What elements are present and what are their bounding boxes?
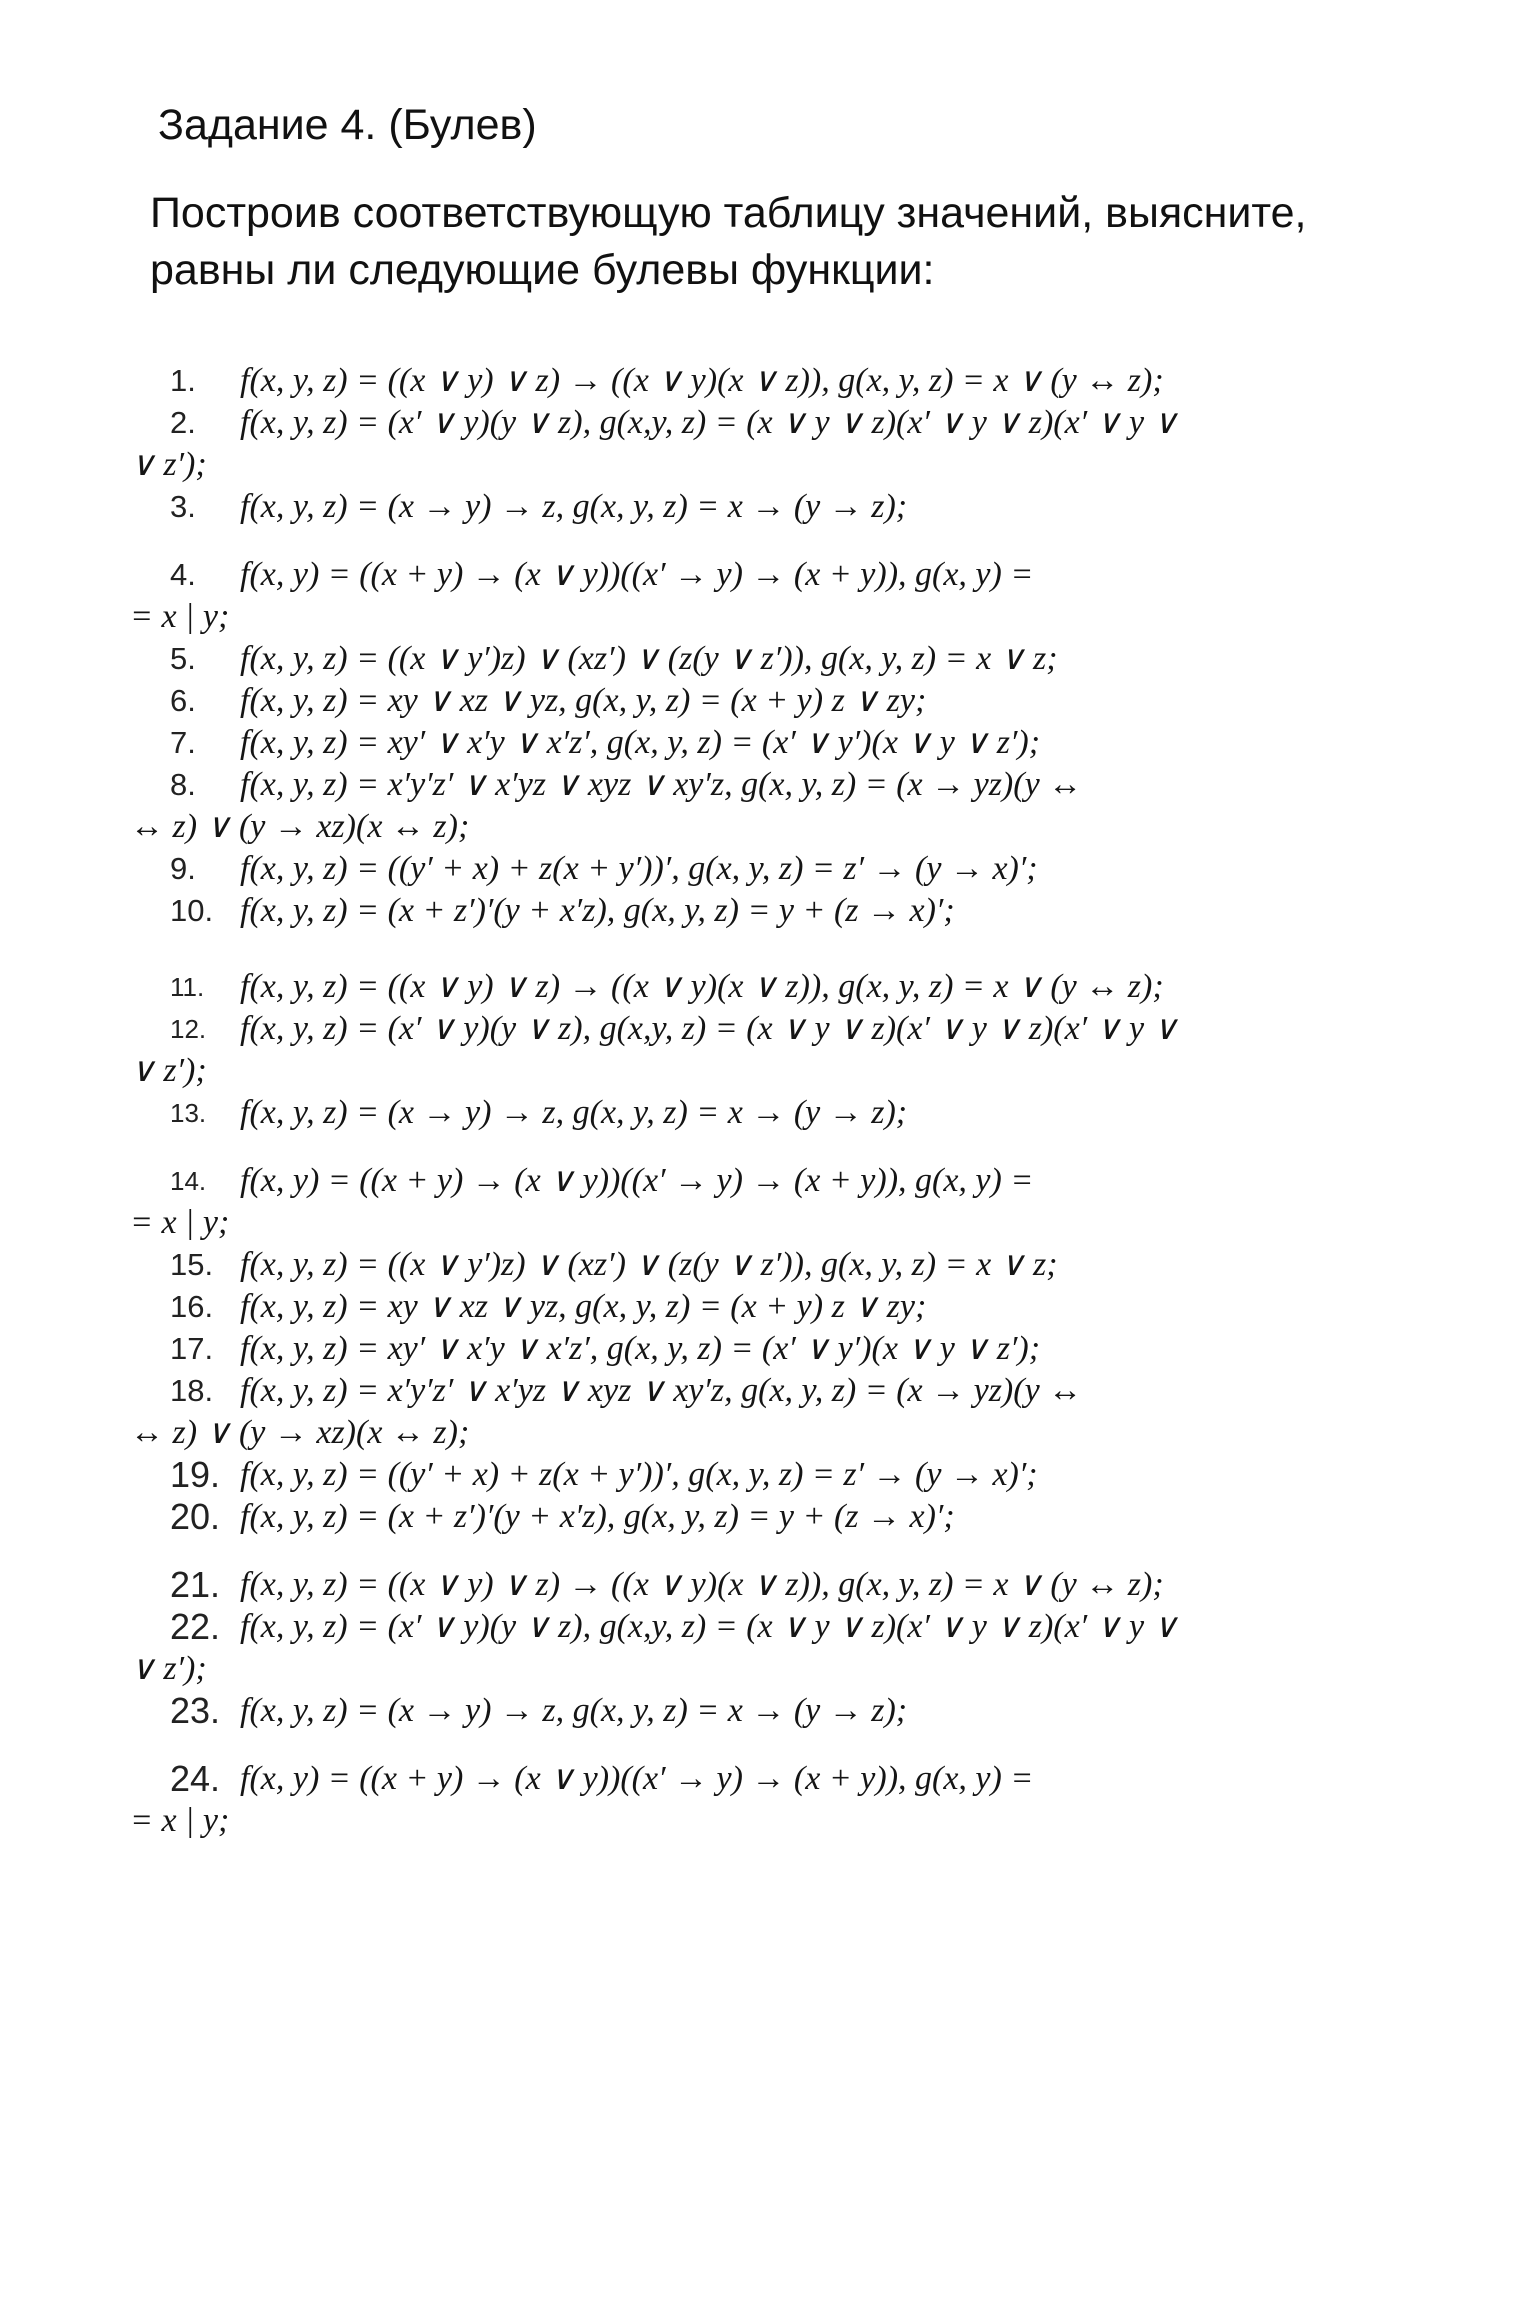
item-formula: f(x, y, z) = ((y′ + x) + z(x + y′))′, g(x, y, z) = z′ → (y → x)′; [240,850,1038,887]
item-formula: f(x, y, z) = (x′ ∨ y)(y ∨ z), g(x,y, z) = (x ∨ y ∨ z)(x′ ∨ y ∨ z)(x′ ∨ y ∨ [240,1010,1178,1047]
list-item [130,1690,1400,1732]
item-formula: f(x, y, z) = ((x ∨ y) ∨ z) → ((x ∨ y)(x ∨ z)), g(x, y, z) = x ∨ (y ↔ z); [240,1566,1164,1603]
item-number: 8. [170,767,196,802]
item-number: 2. [170,405,196,440]
list-item [130,1606,1400,1690]
list-item [130,1454,1400,1496]
item-formula-continuation: = x | y; [130,1802,230,1839]
item-number: 3. [170,489,196,524]
list-item [130,1370,1400,1454]
list-item [130,1496,1400,1538]
item-formula-continuation: = x | y; [130,1204,230,1241]
list-item [130,1008,1400,1092]
task-description-line: Построив соответствующую таблицу значений, выясните, [150,189,1307,237]
task-description-line: равны ли следующие булевы функции: [150,246,935,294]
item-formula: f(x, y, z) = (x → y) → z, g(x, y, z) = x → (y → z); [240,488,908,525]
item-formula: f(x, y, z) = ((x ∨ y) ∨ z) → ((x ∨ y)(x ∨ z)), g(x, y, z) = x ∨ (y ↔ z); [240,968,1164,1005]
item-formula: f(x, y) = ((x + y) → (x ∨ y))((x′ → y) → (x + y)), g(x, y) = [240,1760,1034,1797]
item-formula: f(x, y, z) = ((x ∨ y′)z) ∨ (xz′) ∨ (z(y ∨ z′)), g(x, y, z) = x ∨ z; [240,1246,1058,1283]
item-formula: f(x, y, z) = x′y′z′ ∨ x′yz ∨ xyz ∨ xy′z, g(x, y, z) = (x → yz)(y ↔ [240,1372,1083,1409]
item-number: 18. [170,1373,214,1408]
item-formula: f(x, y, z) = xy′ ∨ x′y ∨ x′z′, g(x, y, z) = (x′ ∨ y′)(x ∨ y ∨ z′); [240,724,1041,761]
list-item [130,402,1400,486]
task-description [150,185,1480,299]
item-formula: f(x, y, z) = x′y′z′ ∨ x′yz ∨ xyz ∨ xy′z, g(x, y, z) = (x → yz)(y ↔ [240,766,1083,803]
item-number: 15. [170,1247,214,1282]
item-formula-continuation: ↔ z) ∨ (y → xz)(x ↔ z); [130,808,470,845]
item-formula: f(x, y) = ((x + y) → (x ∨ y))((x′ → y) → (x + y)), g(x, y) = [240,1162,1034,1199]
list-item [130,1286,1400,1328]
list-item [130,680,1400,722]
list-item [130,764,1400,848]
item-formula: f(x, y, z) = ((y′ + x) + z(x + y′))′, g(x, y, z) = z′ → (y → x)′; [240,1456,1038,1493]
item-number: 20. [170,1496,221,1537]
item-number: 17. [170,1331,214,1366]
item-number: 11. [170,972,205,1002]
item-number: 22. [170,1606,221,1647]
item-number: 16. [170,1289,214,1324]
list-item [130,1328,1400,1370]
item-number: 10. [170,893,214,928]
list-item [130,722,1400,764]
list-item [130,966,1400,1008]
list-item [130,848,1400,890]
item-formula: f(x, y) = ((x + y) → (x ∨ y))((x′ → y) → (x + y)), g(x, y) = [240,556,1034,593]
item-formula: f(x, y, z) = (x → y) → z, g(x, y, z) = x → (y → z); [240,1094,908,1131]
item-formula: f(x, y, z) = (x + z′)′(y + x′z), g(x, y, z) = y + (z → x)′; [240,1498,955,1535]
item-formula: f(x, y, z) = ((x ∨ y) ∨ z) → ((x ∨ y)(x ∨ z)), g(x, y, z) = x ∨ (y ↔ z); [240,362,1164,399]
item-formula: f(x, y, z) = xy ∨ xz ∨ yz, g(x, y, z) = (x + y) z ∨ zy; [240,1288,927,1325]
list-item [130,486,1400,528]
list-item [130,1092,1400,1134]
page-title: Задание 4. (Булев) [158,101,537,149]
item-formula: f(x, y, z) = (x → y) → z, g(x, y, z) = x → (y → z); [240,1692,908,1729]
item-number: 5. [170,641,196,676]
list-item [130,638,1400,680]
item-formula-continuation: ↔ z) ∨ (y → xz)(x ↔ z); [130,1414,470,1451]
list-item [130,1160,1400,1244]
list-item [130,1564,1400,1606]
item-number: 24. [170,1758,221,1799]
item-formula-continuation: = x | y; [130,598,230,635]
item-formula: f(x, y, z) = (x + z′)′(y + x′z), g(x, y, z) = y + (z → x)′; [240,892,955,929]
item-number: 21. [170,1564,221,1605]
item-formula-continuation: ∨ z′); [130,1650,207,1687]
list-item [130,890,1400,932]
item-number: 4. [170,557,196,592]
item-number: 12. [170,1014,207,1044]
exercise-list [130,360,1400,1842]
item-number: 19. [170,1454,221,1495]
item-number: 7. [170,725,196,760]
item-formula-continuation: ∨ z′); [130,446,207,483]
list-item [130,1758,1400,1842]
item-number: 13. [170,1098,207,1128]
item-formula: f(x, y, z) = (x′ ∨ y)(y ∨ z), g(x,y, z) = (x ∨ y ∨ z)(x′ ∨ y ∨ z)(x′ ∨ y ∨ [240,1608,1178,1645]
item-number: 14. [170,1166,207,1196]
list-item [130,1244,1400,1286]
item-number: 9. [170,851,196,886]
item-formula: f(x, y, z) = (x′ ∨ y)(y ∨ z), g(x,y, z) = (x ∨ y ∨ z)(x′ ∨ y ∨ z)(x′ ∨ y ∨ [240,404,1178,441]
item-formula: f(x, y, z) = xy′ ∨ x′y ∨ x′z′, g(x, y, z) = (x′ ∨ y′)(x ∨ y ∨ z′); [240,1330,1041,1367]
item-formula-continuation: ∨ z′); [130,1052,207,1089]
item-number: 23. [170,1690,221,1731]
item-formula: f(x, y, z) = ((x ∨ y′)z) ∨ (xz′) ∨ (z(y ∨ z′)), g(x, y, z) = x ∨ z; [240,640,1058,677]
list-item [130,360,1400,402]
list-item [130,554,1400,638]
item-number: 1. [170,363,196,398]
item-number: 6. [170,683,196,718]
item-formula: f(x, y, z) = xy ∨ xz ∨ yz, g(x, y, z) = (x + y) z ∨ zy; [240,682,927,719]
